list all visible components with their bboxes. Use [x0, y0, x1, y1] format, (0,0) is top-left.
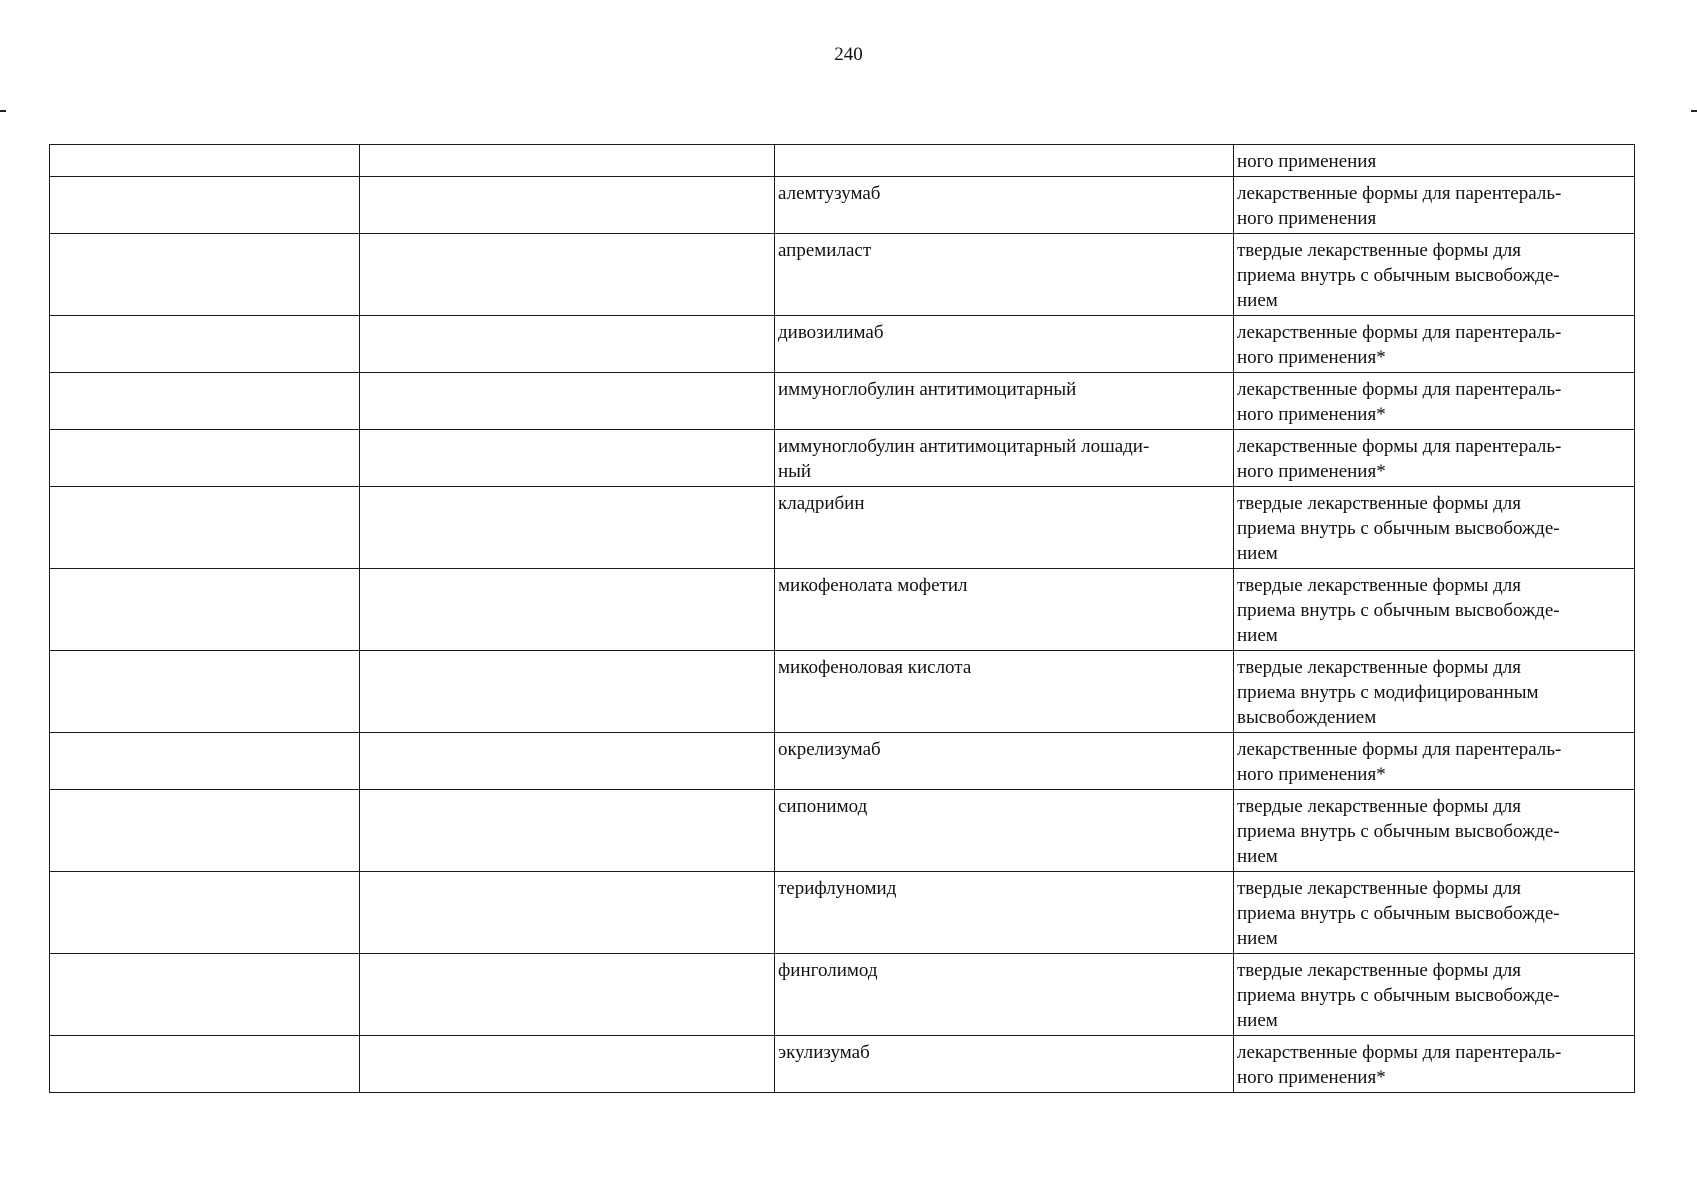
table-row [50, 487, 1635, 569]
table-row [50, 790, 1635, 872]
cell-dosage-form: твердые лекарственные формы для приема внутрь с обычным высвобожде- нием [1234, 954, 1635, 1036]
scan-mark-left [0, 110, 6, 112]
cell-dosage-form: твердые лекарственные формы для приема внутрь с модифицированным высвобождением [1234, 651, 1635, 733]
cell-col-1 [50, 651, 360, 733]
cell-drug-name: алемтузумаб [775, 177, 1234, 234]
table-row [50, 316, 1635, 373]
cell-col-2 [360, 373, 775, 430]
cell-col-1 [50, 1036, 360, 1093]
table-row [50, 234, 1635, 316]
cell-drug-name: финголимод [775, 954, 1234, 1036]
cell-col-1 [50, 569, 360, 651]
cell-col-2 [360, 651, 775, 733]
cell-col-1 [50, 316, 360, 373]
cell-drug-name: сипонимод [775, 790, 1234, 872]
cell-col-2 [360, 1036, 775, 1093]
cell-drug-name: дивозилимаб [775, 316, 1234, 373]
table-row [50, 373, 1635, 430]
cell-col-2 [360, 954, 775, 1036]
table-row [50, 177, 1635, 234]
cell-col-2 [360, 569, 775, 651]
cell-drug-name: микофеноловая кислота [775, 651, 1234, 733]
cell-dosage-form: лекарственные формы для парентераль- ного применения* [1234, 430, 1635, 487]
cell-drug-name: иммуноглобулин антитимоцитарный [775, 373, 1234, 430]
scan-mark-right [1691, 110, 1697, 112]
table-row [50, 651, 1635, 733]
drug-table [49, 144, 1635, 1093]
table-body [50, 145, 1635, 1093]
table-row [50, 430, 1635, 487]
cell-drug-name: микофенолата мофетил [775, 569, 1234, 651]
cell-dosage-form: твердые лекарственные формы для приема внутрь с обычным высвобожде- нием [1234, 569, 1635, 651]
cell-col-2 [360, 487, 775, 569]
cell-col-1 [50, 430, 360, 487]
cell-col-2 [360, 872, 775, 954]
cell-drug-name: терифлуномид [775, 872, 1234, 954]
cell-col-1 [50, 177, 360, 234]
cell-drug-name: кладрибин [775, 487, 1234, 569]
cell-dosage-form: твердые лекарственные формы для приема внутрь с обычным высвобожде- нием [1234, 790, 1635, 872]
cell-drug-name: экулизумаб [775, 1036, 1234, 1093]
cell-col-1 [50, 234, 360, 316]
table-row [50, 145, 1635, 177]
cell-col-2 [360, 177, 775, 234]
cell-col-1 [50, 790, 360, 872]
cell-drug-name [775, 145, 1234, 177]
cell-dosage-form: лекарственные формы для парентераль- ного применения* [1234, 316, 1635, 373]
cell-col-2 [360, 234, 775, 316]
cell-col-1 [50, 733, 360, 790]
cell-dosage-form: ного применения [1234, 145, 1635, 177]
cell-dosage-form: лекарственные формы для парентераль- ного применения* [1234, 1036, 1635, 1093]
cell-col-2 [360, 430, 775, 487]
page-number: 240 [834, 44, 863, 65]
cell-col-2 [360, 733, 775, 790]
cell-dosage-form: твердые лекарственные формы для приема внутрь с обычным высвобожде- нием [1234, 487, 1635, 569]
cell-col-1 [50, 373, 360, 430]
cell-col-1 [50, 954, 360, 1036]
cell-col-2 [360, 316, 775, 373]
cell-dosage-form: лекарственные формы для парентераль- ного применения* [1234, 733, 1635, 790]
table-row [50, 954, 1635, 1036]
cell-dosage-form: твердые лекарственные формы для приема внутрь с обычным высвобожде- нием [1234, 234, 1635, 316]
table-row [50, 733, 1635, 790]
cell-drug-name: апремиласт [775, 234, 1234, 316]
cell-col-2 [360, 790, 775, 872]
table-row [50, 872, 1635, 954]
cell-dosage-form: лекарственные формы для парентераль- ного применения [1234, 177, 1635, 234]
table-row [50, 1036, 1635, 1093]
cell-drug-name: иммуноглобулин антитимоцитарный лошади- ный [775, 430, 1234, 487]
table-row [50, 569, 1635, 651]
cell-dosage-form: лекарственные формы для парентераль- ного применения* [1234, 373, 1635, 430]
cell-dosage-form: твердые лекарственные формы для приема внутрь с обычным высвобожде- нием [1234, 872, 1635, 954]
cell-col-1 [50, 145, 360, 177]
cell-col-2 [360, 145, 775, 177]
cell-col-1 [50, 487, 360, 569]
cell-col-1 [50, 872, 360, 954]
cell-drug-name: окрелизумаб [775, 733, 1234, 790]
